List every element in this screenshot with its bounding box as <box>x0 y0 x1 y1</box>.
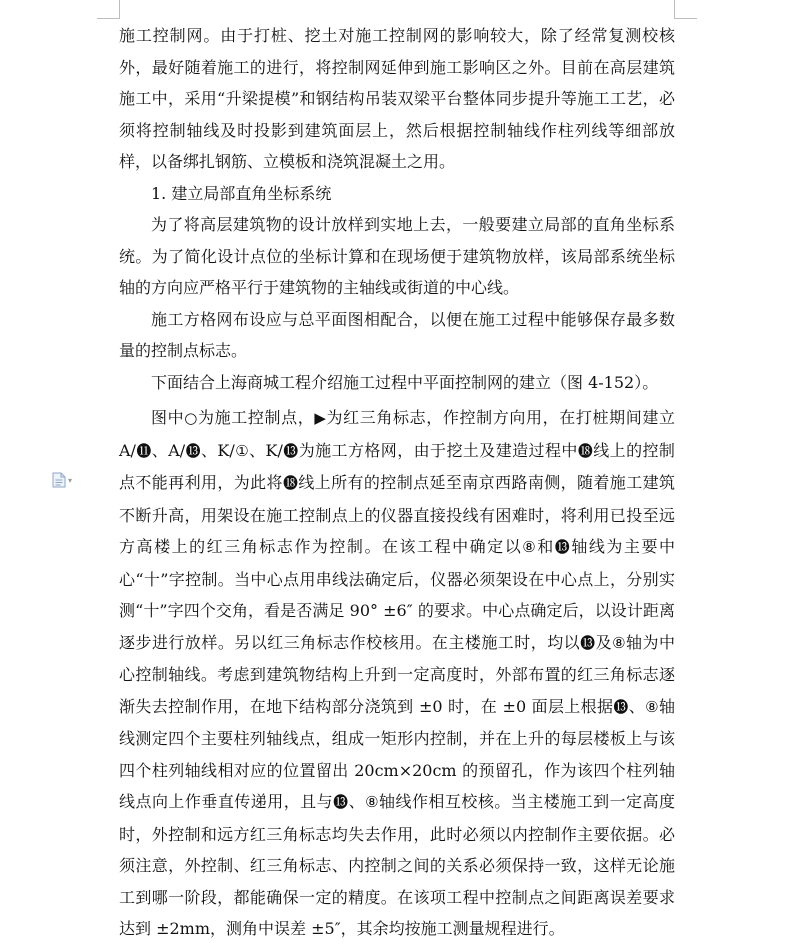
red-triangle-symbol: ▶ <box>314 409 327 427</box>
axis-symbol: ⓭ <box>580 633 596 652</box>
text-run: 为施工控制点， <box>197 408 315 427</box>
axis-symbol: ⓭ <box>185 441 202 460</box>
paragraph-1: 施工控制网。由于打桩、挖土对施工控制网的影响较大，除了经常复测校核外，最好随着施工的进行，将控制网延伸到施工影响区之外。目前在高层建筑施工中，采用“升梁提模”和钢结构吊装双梁平台整体同步提升等施工工艺，必须将控制轴线及时投影到建筑面层上，然后根据控制轴线作柱列线等细部放样，以备绑扎钢筋、立模板和浇筑混凝土之用。 <box>119 26 675 171</box>
text-run: 、A/ <box>151 440 186 460</box>
paragraph-5 <box>119 402 675 945</box>
text-run: 和 <box>537 537 555 556</box>
text-run: 轴线测定四个主要柱列轴线点，组成一矩形内控制，并在上升的每层楼板上与该四个柱列轴线相对应的位置留出 20cm×20cm 的预留孔，作为该四个柱列轴线点向上作垂直传递用，且与 <box>119 696 675 811</box>
axis-symbol: ① <box>234 441 250 460</box>
axis-symbol: ⓭ <box>282 441 299 460</box>
text-run: 、K/ <box>201 440 235 460</box>
paragraph-format-control[interactable] <box>52 472 72 488</box>
page-corner-mark-right <box>674 0 697 19</box>
text-run: 、 <box>628 696 646 716</box>
axis-symbol: ⓭ <box>613 697 629 716</box>
document-page <box>119 20 675 945</box>
axis-symbol: ⑧ <box>365 793 379 811</box>
paragraph-4: 下面结合上海商城工程介绍施工过程中平面控制网的建立（图 4-152）。 <box>151 372 659 392</box>
text-run: 为红三角标志，作控制方向用，在打桩期间建立 A/ <box>119 408 675 460</box>
axis-symbol: ⓫ <box>135 441 152 460</box>
axis-symbol: ⓭ <box>333 793 349 811</box>
text-run: 线上的控制点不能再利用，为此将 <box>119 440 675 492</box>
text-run: 图中 <box>151 408 185 427</box>
text-run: 为施工方格网，由于挖土及建造过程中 <box>298 440 578 460</box>
chevron-down-icon: ▾ <box>68 475 73 485</box>
paragraph-3: 施工方格网布设应与总平面图相配合，以便在施工过程中能够保存最多数量的控制点标志。 <box>119 309 675 360</box>
paragraph-2: 为了将高层建筑物的设计放样到实地上去，一般要建立局部的直角坐标系统。为了简化设计点位的坐标计算和在现场便于建筑物放样，该局部系统坐标轴的方向应严格平行于建筑物的主轴线或街道的中心线。 <box>119 215 675 297</box>
axis-symbol: ⑧ <box>645 697 659 716</box>
axis-symbol: ⓲ <box>282 474 299 492</box>
axis-symbol: ⑧ <box>522 538 538 556</box>
document-icon <box>52 472 66 488</box>
section-heading: 1. 建立局部直角坐标系统 <box>151 183 332 203</box>
text-run: 、K/ <box>249 440 283 460</box>
page-corner-mark-left <box>97 0 120 19</box>
text-run: 及 <box>595 632 613 652</box>
text-run: 轴线作相互校核。当主楼施工到一定高度时，外控制和远方红三角标志均失去作用，此时必须以内控制作主要依据。必须注意，外控制、红三角标志、内控制之间的关系必须保持一致，这样无论施工到哪一阶段，都能确保一定的精度。在该项工程中控制点之间距离误差要求达到 ±2mm，测角中误差 ±5″，其余均按施工测量规程进行。 <box>119 792 675 938</box>
text-run: 轴线为主要中心“十”字控制。当中心点用串线法确定后，仪器必须架设在中心点上，分别实测“十”字四个交角，看是否满足 90° ±6″ 的要求。中心点确定后，以设计距离逐步进行放样。另以红三角标志作校核用。在主楼施工时，均以 <box>119 537 675 652</box>
text-run: 轴为中心控制轴线。考虑到建筑物结构上升到一定高度时，外部布置的红三角标志逐渐失去控制作用，在地下结构部分浇筑到 ±0 时，在 ±0 面层上根据 <box>119 632 675 716</box>
axis-symbol: ⓲ <box>577 441 594 460</box>
text-run: 线上所有的控制点延至南京西路南侧，随着施工建筑不断升高，用架设在施工控制点上的仪器直接投线有困难时，将利用已投至远方高楼上的红三角标志作为控制。在该工程中确定以 <box>119 473 675 556</box>
text-run: 、 <box>348 792 366 811</box>
control-point-symbol: ○ <box>184 409 198 427</box>
axis-symbol: ⑧ <box>612 633 627 652</box>
axis-symbol: ⓭ <box>554 538 572 556</box>
